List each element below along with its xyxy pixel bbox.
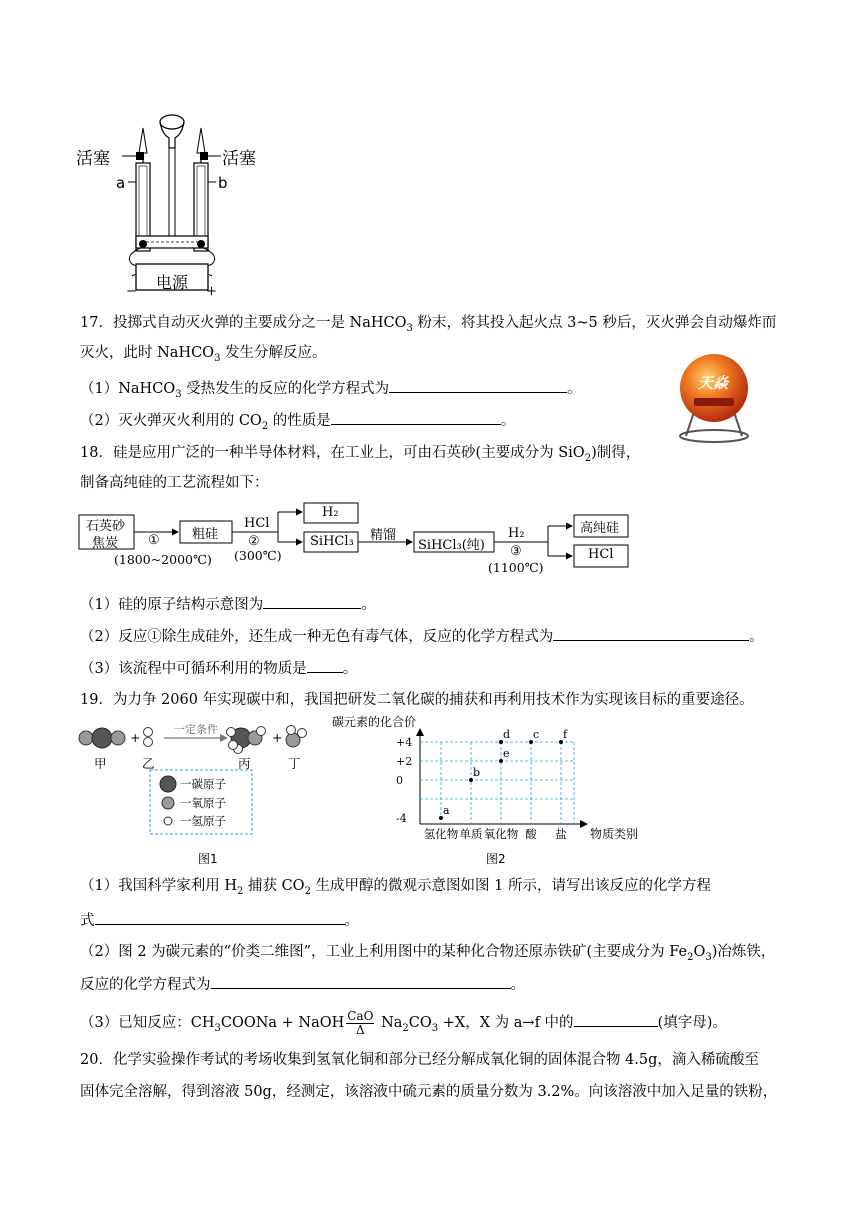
chart-ytick: +2 (396, 755, 413, 768)
chart-xlabel: 物质类别 (590, 827, 639, 841)
chart-point-label: f (563, 728, 568, 741)
q19-line1: 19．为力争 2060 年实现碳中和，我国把研发二氧化碳的捕获和再利用技术作为实现该目标的重要途径。 (80, 692, 754, 708)
chart-ylabel: 碳元素的化合价 (332, 715, 417, 729)
stopcock-left-label: 活塞 (76, 149, 110, 169)
q17-part1: （1）NaHCO$_3$ 受热发生的反应的化学方程式为 。 (80, 378, 582, 405)
label-yi: 乙 (142, 756, 155, 771)
q18-part1: （1）硅的原子结构示意图为 。 (80, 594, 376, 615)
flow-condition-3: (1100℃) (488, 560, 544, 575)
flow-condition-2: (300℃) (234, 548, 282, 563)
silicon-process-flow (78, 502, 638, 582)
power-label: 电源 (156, 273, 189, 292)
chart-point-label: b (473, 766, 481, 779)
q19-part2-line2: 反应的化学方程式为 。 (80, 974, 525, 995)
q20-line1: 20．化学实验操作考试的考场收集到氢氧化铜和部分已经分解成氧化铜的固体混合物 4.5g，滴入稀硫酸至 (80, 1052, 759, 1068)
q19-part1-line2: 式 。 (80, 910, 359, 931)
fire-extinguisher-ball-image (672, 350, 756, 444)
answer-blank[interactable] (307, 658, 343, 673)
figure-1-molecular-diagram (78, 718, 328, 842)
figure-1-caption: 图1 (198, 852, 218, 866)
figure-2-valence-chart (330, 714, 660, 844)
flow-box-h2: H₂ (322, 505, 339, 520)
flow-reagent-hcl: HCl (244, 516, 270, 531)
flow-box-crude-si: 粗硅 (192, 527, 219, 542)
chart-category-label: 单质 (459, 827, 483, 841)
reaction-condition-fraction: $\frac{\text{CaO}}{\Delta}$ (347, 1008, 374, 1037)
chart-ytick: +4 (396, 736, 413, 749)
answer-blank[interactable] (389, 378, 567, 393)
flow-step-2: ② (248, 534, 260, 549)
chart-category-label: 盐 (555, 827, 567, 841)
q18-line2: 制备高纯硅的工艺流程如下： (80, 475, 269, 491)
fire-ball-logo: 天焱 (698, 374, 729, 392)
chart-category-label: 氢化物 (423, 827, 459, 841)
flow-box-pure-si: 高纯硅 (580, 521, 620, 536)
q17-line1: 17．投掷式自动灭火弹的主要成分之一是 NaHCO$_3$ 粉末，将其投入起火点 3~5 秒后，灭火弹会自动爆炸而 (80, 315, 777, 334)
plus-sign-1: + (130, 730, 141, 745)
answer-blank[interactable] (331, 410, 501, 425)
q19-part2: （2）图 2 为碳元素的“价类二维图”，工业上利用图中的某种化合物还原赤铁矿(主要成分为 $Fe_2O_3$)冶炼铁， (80, 944, 776, 963)
q19-part1: （1）我国科学家利用 $H_2$ 捕获 $CO_2$ 生成甲醇的微观示意图如图 1 所示，请写出该反应的化学方程 (80, 878, 711, 897)
q19-part3: （3）已知反应：$CH_3COONa$ + NaOH $\frac{\text{CaO}}{\Delta}$ $Na_2CO_3 +X$，X 为 a→f 中的 (填字母)。 (80, 1008, 727, 1037)
chart-category-label: 酸 (525, 827, 537, 841)
stopcock-right-label: 活塞 (222, 149, 256, 169)
chart-ytick: -4 (396, 812, 407, 825)
q18-part3: （3）该流程中可循环利用的物质是 。 (80, 658, 357, 679)
figure-2-caption: 图2 (486, 852, 506, 866)
legend-oxygen: 一氧原子 (180, 796, 226, 810)
flow-box-quartz: 石英砂 (86, 519, 126, 534)
chart-point-label: c (533, 728, 540, 741)
legend-hydrogen: 一氢原子 (180, 814, 226, 828)
answer-blank[interactable] (95, 910, 345, 925)
chart-category-label: 氧化物 (483, 827, 519, 841)
reaction-condition: 一定条件 (174, 723, 218, 736)
plus-sign: + (206, 284, 217, 299)
answer-blank[interactable] (574, 1012, 658, 1027)
flow-box-hcl: HCl (588, 547, 614, 562)
q20-line2: 固体完全溶解，得到溶液 50g，经测定，该溶液中硫元素的质量分数为 3.2%。向该溶液中加入足量的铁粉， (80, 1084, 778, 1100)
q18-line1: 18．硅是应用广泛的一种半导体材料，在工业上，可由石英砂(主要成分为 SiO$_2$)制得， (80, 445, 641, 464)
q18-part2: （2）反应①除生成硅外，还生成一种无色有毒气体，反应的化学方程式为 。 (80, 626, 764, 647)
plus-sign-2: + (272, 730, 283, 745)
q17-part2: （2）灭火弹灭火利用的 $CO_2$ 的性质是 。 (80, 410, 515, 437)
chart-point-label: d (503, 728, 511, 741)
flow-box-sihcl3: SiHCl₃ (310, 534, 354, 549)
flow-box-coke: 焦炭 (92, 536, 119, 551)
electrode-b-label: b (218, 174, 228, 192)
answer-blank[interactable] (211, 974, 511, 989)
minus-sign: − (126, 284, 137, 299)
chart-point-label: a (443, 804, 450, 817)
flow-reagent-h2: H₂ (508, 526, 525, 541)
legend-carbon: 一碳原子 (180, 777, 226, 791)
electrode-a-label: a (116, 174, 126, 192)
label-bing: 丙 (238, 756, 251, 771)
flow-distill: 精馏 (370, 528, 397, 543)
chart-ytick: 0 (396, 774, 403, 787)
label-ding: 丁 (288, 756, 301, 771)
flow-lines (78, 502, 638, 582)
fire-ball-drawing (672, 350, 756, 444)
flow-step-1: ① (148, 533, 160, 548)
chart-point-label: e (503, 747, 510, 760)
answer-blank[interactable] (263, 594, 361, 609)
answer-blank[interactable] (553, 626, 749, 641)
flow-box-pure-sihcl3: SiHCl₃(纯) (418, 538, 485, 553)
valence-chart-svg (330, 714, 660, 844)
q17-line2: 灭火，此时 NaHCO$_3$ 发生分解反应。 (80, 345, 327, 364)
flow-step-3: ③ (510, 544, 522, 559)
flow-condition-1: (1800~2000℃) (114, 552, 212, 567)
label-jia: 甲 (94, 756, 107, 771)
electrolysis-apparatus (76, 108, 266, 298)
